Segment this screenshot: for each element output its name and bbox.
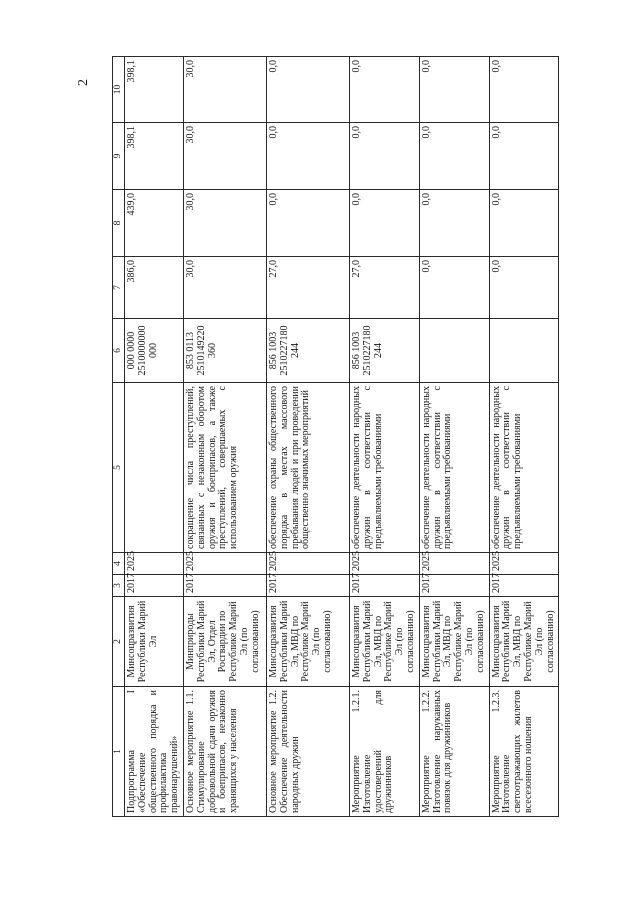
column-header: 4	[113, 553, 125, 575]
column-header: 8	[113, 190, 125, 257]
table-row	[125, 57, 184, 817]
executor: Минсоцразвития Республики Марий Эл, МВД по Республике Марий Эл (по согласованию)	[349, 597, 419, 687]
value-col7: 0,0	[419, 257, 489, 319]
expected-result: сокращение числа преступлений, связанных с незаконным оборотом оружия и боеприпасов, а также преступлений, совершаемых с использованием оружия	[183, 383, 266, 553]
value-col10: 398,1	[125, 57, 184, 123]
activity-name: Мероприятие 1.2.1. Изготовление удостоверений для дружинников	[349, 687, 419, 817]
activity-name: Основное мероприятие 1.2. Обеспечение деятельности народных дружин	[266, 687, 349, 817]
expected-result: обеспечение охраны общественного порядка в местах массового пребывания людей и при проведении общественно значимых мероприятий	[266, 383, 349, 553]
value-col9: 30,0	[183, 123, 266, 190]
value-col8: 439,0	[125, 190, 184, 257]
start-year: 2017	[489, 575, 559, 597]
table-row	[349, 57, 419, 817]
program-activities-table	[112, 56, 559, 817]
expected-result: обеспечение деятельности народных дружин в соответствии с предъявляемыми требованиями	[419, 383, 489, 553]
start-year: 2017	[125, 575, 184, 597]
start-year: 2017	[266, 575, 349, 597]
value-col9: 0,0	[419, 123, 489, 190]
budget-code: 856 1003 2510227180 244	[266, 319, 349, 383]
end-year: 2025	[349, 553, 419, 575]
expected-result	[125, 383, 184, 553]
budget-code: 856 1003 2510227180 244	[349, 319, 419, 383]
value-col7: 27,0	[349, 257, 419, 319]
activity-name: Мероприятие 1.2.2. Изготовление нарукавных повязок для дружинников	[419, 687, 489, 817]
column-header: 2	[113, 597, 125, 687]
value-col7: 30,0	[183, 257, 266, 319]
executor: Минсоцразвития Республики Марий Эл	[125, 597, 184, 687]
activity-name: Подпрограмма I «Обеспечение общественного порядка и профилактика правонарушений»	[125, 687, 184, 817]
value-col10: 0,0	[489, 57, 559, 123]
page-number: 2	[76, 79, 91, 86]
budget-code: 853 0113 2510149220 360	[183, 319, 266, 383]
end-year: 2025	[419, 553, 489, 575]
value-col9: 0,0	[349, 123, 419, 190]
column-header: 3	[113, 575, 125, 597]
value-col8: 0,0	[419, 190, 489, 257]
value-col8: 0,0	[489, 190, 559, 257]
column-header: 1	[113, 687, 125, 817]
table-row	[419, 57, 489, 817]
value-col8: 0,0	[266, 190, 349, 257]
value-col8: 0,0	[349, 190, 419, 257]
value-col10: 0,0	[419, 57, 489, 123]
value-col8: 30,0	[183, 190, 266, 257]
value-col7: 0,0	[489, 257, 559, 319]
executor: Минсоцразвития Республики Марий Эл, МВД по Республике Марий Эл (по согласованию)	[266, 597, 349, 687]
executor: Минсоцразвития Республики Марий Эл, МВД по Республике Марий Эл (по согласованию)	[489, 597, 559, 687]
expected-result: обеспечение деятельности народных дружин в соответствии с предъявляемыми требованиями	[349, 383, 419, 553]
start-year: 2017	[349, 575, 419, 597]
column-header: 5	[113, 383, 125, 553]
value-col7: 386,0	[125, 257, 184, 319]
start-year: 2017	[183, 575, 266, 597]
column-header: 7	[113, 257, 125, 319]
table-row	[489, 57, 559, 817]
value-col9: 0,0	[266, 123, 349, 190]
column-header: 9	[113, 123, 125, 190]
value-col7: 27,0	[266, 257, 349, 319]
column-header: 10	[113, 57, 125, 123]
value-col9: 0,0	[489, 123, 559, 190]
end-year: 2025	[489, 553, 559, 575]
end-year: 2025	[125, 553, 184, 575]
header-row	[113, 57, 125, 817]
value-col9: 398,1	[125, 123, 184, 190]
table-row	[183, 57, 266, 817]
value-col10: 0,0	[349, 57, 419, 123]
executor: Минсоцразвития Республики Марий Эл, МВД по Республике Марий Эл (по согласованию)	[419, 597, 489, 687]
value-col10: 30,0	[183, 57, 266, 123]
activity-name: Мероприятие 1.2.3. Изготовление светоотражающих жилетов всесезонного ношения	[489, 687, 559, 817]
value-col10: 0,0	[266, 57, 349, 123]
budget-code: 000 0000 2510000000 000	[125, 319, 184, 383]
budget-code	[419, 319, 489, 383]
activity-name: Основное мероприятие 1.1. Стимулирование добровольной сдачи оружия и боеприпасов, незаконно хранящихся у населения	[183, 687, 266, 817]
end-year: 2025	[183, 553, 266, 575]
budget-code	[489, 319, 559, 383]
start-year: 2017	[419, 575, 489, 597]
executor: Минприроды Республики Марий Эл, Отдел Росгвардии по Республике Марий Эл (по согласованию)	[183, 597, 266, 687]
column-header: 6	[113, 319, 125, 383]
table-row	[266, 57, 349, 817]
end-year: 2025	[266, 553, 349, 575]
expected-result: обеспечение деятельности народных дружин в соответствии с предъявляемыми требованиями	[489, 383, 559, 553]
